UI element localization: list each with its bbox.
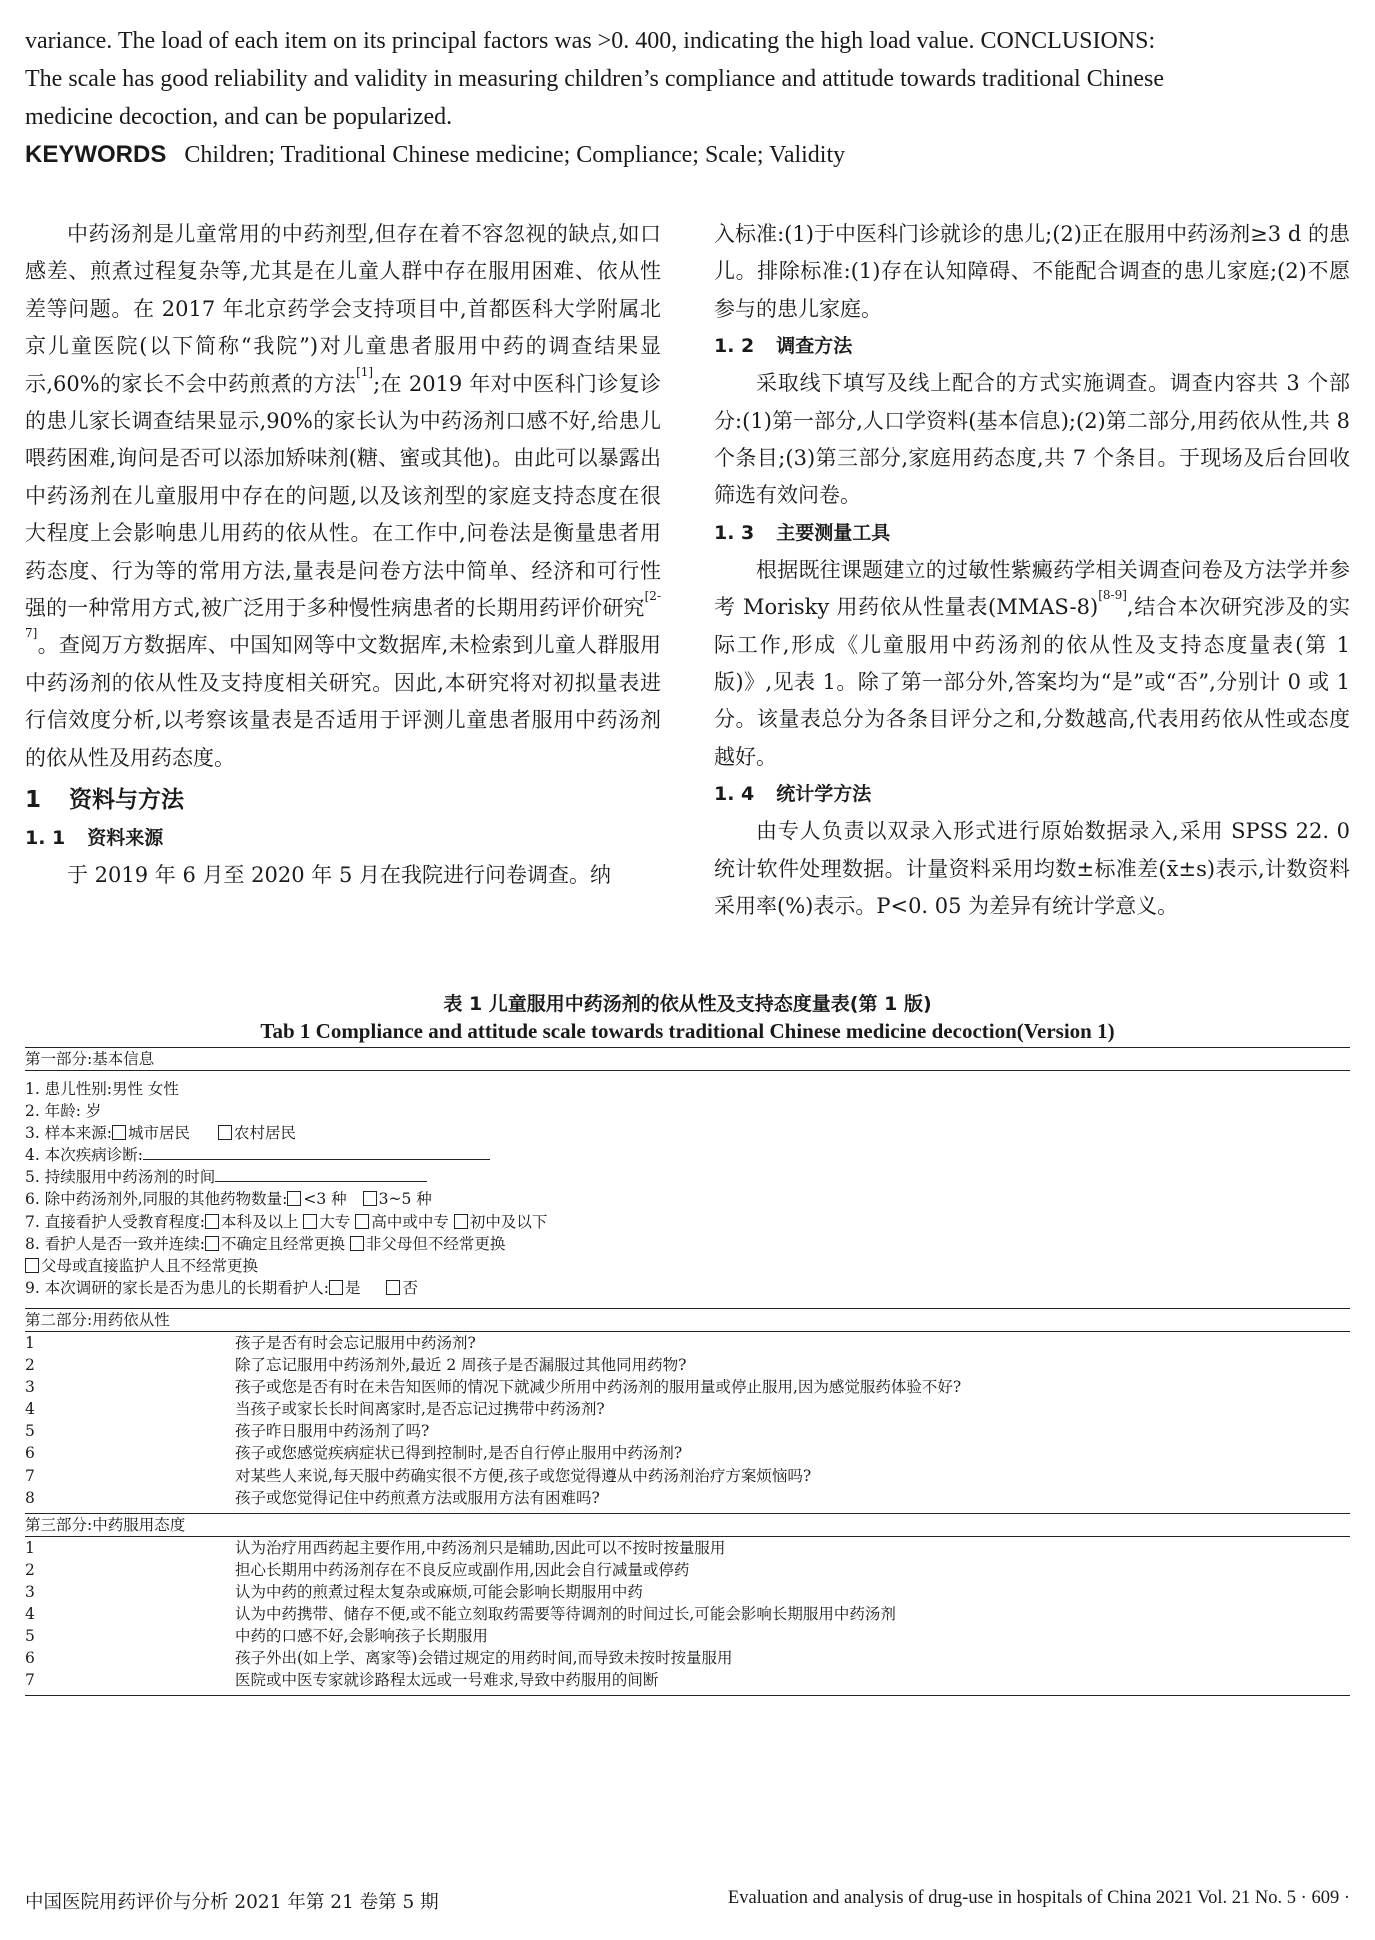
option-text: 3~5 种 — [378, 1190, 432, 1209]
intro-text-c: 。查阅万方数据库、中国知网等中文数据库,未检索到儿童人群服用中药汤剂的依从性及支持度相关研究。因此,本研究将对初拟量表进行信效度分析,以考察该量表是否适用于评测儿童患者服用中药汤剂的依从性及用药态度。 — [25, 633, 661, 770]
table-row — [25, 1398, 1350, 1420]
subsection-title: 资料来源 — [87, 827, 164, 850]
abstract-line-1: variance. The load of each item on its principal factors was >0. 400, indicating the high load value. CONCLUSIONS: — [25, 28, 1156, 54]
citation-1: [1] — [356, 364, 374, 379]
item-question: 除了忘记服用中药汤剂外,最近 2 周孩子是否漏服过其他同用药物? — [235, 1356, 687, 1375]
table-row: 2. 年龄: 岁 — [25, 1102, 102, 1121]
item-number: 1 — [25, 1538, 35, 1557]
paragraph-1-3 — [714, 552, 1350, 776]
option-text: 本科及以上 — [220, 1212, 299, 1231]
item-question: 担心长期用中药汤剂存在不良反应或副作用,因此会自行减量或停药 — [235, 1560, 690, 1579]
item-question: 医院或中医专家就诊路程太远或一号难求,导致中药服用的间断 — [235, 1671, 659, 1690]
section-title: 资料与方法 — [69, 787, 185, 814]
item-question: 中药的口感不好,会影响孩子长期服用 — [235, 1627, 488, 1646]
citation-8-9: [8-9] — [1098, 588, 1127, 603]
keywords-text: Children; Traditional Chinese medicine; Compliance; Scale; Validity — [184, 142, 846, 168]
subsection-heading-1-4 — [714, 776, 1350, 813]
intro-text-a: 中药汤剂是儿童常用的中药剂型,但存在着不容忽视的缺点,如口感差、煎煮过程复杂等,尤其是在儿童人群中存在服用困难、依从性差等问题。在 2017 年北京药学会支持项目中,首都医科大学附属北京儿童医院(以下简称“我院”)对儿童患者服用中药的调查结果显示,60%的家长不会中药煎煮的方法 — [25, 222, 661, 396]
subsection-number: 1. 1 — [25, 827, 66, 850]
row-label: 7. 直接看护人受教育程度: — [25, 1212, 205, 1231]
item-number: 7 — [25, 1671, 35, 1690]
table-row — [25, 1669, 1350, 1691]
row-label: 4. 本次疾病诊断: — [25, 1146, 143, 1165]
table-row — [25, 1487, 1350, 1509]
item-number: 6 — [25, 1649, 35, 1668]
option-text: 高中或中专 — [371, 1212, 449, 1231]
checkbox-icon — [355, 1214, 369, 1229]
subsection-heading-1-1 — [25, 820, 661, 857]
table-row — [25, 1537, 1350, 1559]
table-row — [25, 1420, 1350, 1442]
table-title-en: Tab 1 Compliance and attitude scale towards traditional Chinese medicine decoction(Version 1) — [260, 1019, 1115, 1043]
table-row — [25, 1376, 1350, 1398]
option-text: 父母或直接监护人且不经常更换 — [41, 1256, 259, 1275]
table-row — [25, 1188, 1350, 1210]
table-row — [25, 1255, 1350, 1277]
checkbox-icon — [329, 1280, 343, 1295]
row-label: 9. 本次调研的家长是否为患儿的长期看护人: — [25, 1278, 329, 1297]
item-question: 孩子或您是否有时在未告知医师的情况下就减少所用中药汤剂的服用量或停止服用,因为感觉服药体验不好? — [235, 1378, 962, 1397]
table-row — [25, 1233, 1350, 1255]
checkbox-icon — [205, 1236, 219, 1251]
paragraph-1-2: 采取线下填写及线上配合的方式实施调查。调查内容共 3 个部分:(1)第一部分,人口学资料(基本信息);(2)第二部分,用药依从性,共 8 个条目;(3)第三部分,家庭用药态度,共 7 个条目。于现场及后台回收筛选有效问卷。 — [714, 371, 1350, 508]
item-question: 认为中药的煎煮过程太复杂或麻烦,可能会影响长期服用中药 — [235, 1582, 643, 1601]
item-question: 孩子是否有时会忘记服用中药汤剂? — [235, 1333, 476, 1352]
item-number: 6 — [25, 1444, 35, 1463]
row-label: 3. 样本来源: — [25, 1124, 112, 1143]
table-section-header-2: 第二部分:用药依从性 — [25, 1308, 1350, 1332]
item-number: 3 — [25, 1378, 35, 1397]
table-row — [25, 1277, 1350, 1299]
option-text: 大专 — [319, 1212, 351, 1231]
intro-paragraph — [25, 216, 661, 777]
blank-line — [215, 1167, 427, 1182]
subsection-number: 1. 2 — [714, 335, 755, 358]
table-section-header-3: 第三部分:中药服用态度 — [25, 1513, 1350, 1537]
table-row — [25, 1559, 1350, 1581]
option-text: 不确定且经常更换 — [220, 1234, 345, 1253]
item-number: 5 — [25, 1422, 35, 1441]
item-number: 4 — [25, 1400, 35, 1419]
option-text: 是 — [344, 1278, 361, 1297]
left-column — [25, 216, 661, 895]
journal-footer-en: Evaluation and analysis of drug-use in hospitals of China 2021 Vol. 21 No. 5 · 609 · — [727, 1888, 1350, 1908]
item-question: 孩子或您感觉疾病症状已得到控制时,是否自行停止服用中药汤剂? — [235, 1444, 683, 1463]
item-number: 3 — [25, 1582, 35, 1601]
table-section-header-1: 第一部分:基本信息 — [25, 1047, 1350, 1071]
subsection-heading-1-2 — [714, 328, 1350, 365]
paragraph-1-4: 由专人负责以双录入形式进行原始数据录入,采用 SPSS 22. 0 统计软件处理数据。计量资料采用均数±标准差(x̄±s)表示,计数资料采用率(%)表示。P<0. 05 为差异有统计学意义。 — [714, 819, 1350, 919]
paragraph-1-1: 于 2019 年 6 月至 2020 年 5 月在我院进行问卷调查。纳 — [67, 863, 612, 888]
checkbox-icon — [350, 1236, 364, 1251]
table-row: 1. 患儿性别:男性 女性 — [25, 1080, 179, 1098]
item-question: 孩子昨日服用中药汤剂了吗? — [235, 1422, 430, 1441]
item-number: 2 — [25, 1560, 35, 1579]
table-row — [25, 1647, 1350, 1669]
table-row — [25, 1625, 1350, 1647]
item-question: 认为中药携带、储存不便,或不能立刻取药需要等待调剂的时间过长,可能会影响长期服用中药汤剂 — [235, 1604, 896, 1623]
table-title-cn: 表 1 儿童服用中药汤剂的依从性及支持态度量表(第 1 版) — [443, 993, 932, 1015]
checkbox-icon — [112, 1125, 126, 1140]
table-row — [25, 1144, 1350, 1166]
row-label: 5. 持续服用中药汤剂的时间 — [25, 1168, 216, 1187]
item-number: 7 — [25, 1466, 35, 1485]
table-row — [25, 1581, 1350, 1603]
option-text: 初中及以下 — [469, 1212, 548, 1231]
subsection-title: 统计学方法 — [776, 783, 872, 806]
table-row — [25, 1166, 1350, 1188]
checkbox-icon — [218, 1125, 232, 1140]
table-row — [25, 1122, 1350, 1144]
item-question: 对某些人来说,每天服中药确实很不方便,孩子或您觉得遵从中药汤剂治疗方案烦恼吗? — [235, 1466, 812, 1485]
option-text: <3 种 — [303, 1190, 347, 1209]
table-row — [25, 1354, 1350, 1376]
journal-footer-cn: 中国医院用药评价与分析 2021 年第 21 卷第 5 期 — [25, 1892, 439, 1913]
item-number: 4 — [25, 1604, 35, 1623]
checkbox-icon — [303, 1214, 317, 1229]
row-label: 6. 除中药汤剂外,同服的其他药物数量: — [25, 1190, 288, 1209]
checkbox-icon — [363, 1191, 377, 1206]
table-bottom-rule — [25, 1695, 1350, 1696]
item-question: 孩子或您觉得记住中药煎煮方法或服用方法有困难吗? — [235, 1488, 600, 1507]
table-row — [25, 1332, 1350, 1354]
citation-2-7: [2-7] — [25, 589, 661, 641]
item-question: 当孩子或家长长时间离家时,是否忘记过携带中药汤剂? — [235, 1400, 605, 1419]
checkbox-icon — [25, 1258, 39, 1273]
option-text: 非父母但不经常更换 — [365, 1234, 506, 1253]
section-heading-1 — [25, 780, 661, 820]
option-text: 城市居民 — [127, 1124, 190, 1143]
part2-rows — [25, 1332, 1350, 1509]
keywords-label: KEYWORDS — [25, 141, 167, 168]
checkbox-icon — [386, 1280, 400, 1295]
abstract-line-2: The scale has good reliability and validity in measuring children’s compliance and attitude towards traditional Chinese — [25, 66, 1165, 92]
option-text: 农村居民 — [233, 1124, 296, 1143]
item-number: 5 — [25, 1627, 35, 1646]
blank-line — [143, 1145, 490, 1160]
table-row — [25, 1442, 1350, 1464]
keywords-line — [25, 136, 1355, 174]
subsection-title: 调查方法 — [776, 335, 853, 358]
option-text: 否 — [402, 1278, 418, 1297]
checkbox-icon — [287, 1191, 301, 1206]
section-number: 1 — [25, 787, 42, 814]
scale-table — [25, 1047, 1350, 1696]
subsection-heading-1-3 — [714, 515, 1350, 552]
p13-text-a: 根据既往课题建立的过敏性紫癜药学相关调查问卷及方法学并参考 Morisky 用药依从性量表(MMAS-8) — [714, 557, 1350, 620]
paragraph-1-1-cont: 入标准:(1)于中医科门诊就诊的患儿;(2)正在服用中药汤剂≥3 d 的患儿。排除标准:(1)存在认知障碍、不能配合调查的患儿家庭;(2)不愿参与的患儿家庭。 — [714, 222, 1350, 321]
row-label: 8. 看护人是否一致并连续: — [25, 1234, 205, 1253]
subsection-number: 1. 4 — [714, 783, 755, 806]
table-row — [25, 1465, 1350, 1487]
abstract-line-3: medicine decoction, and can be popularized. — [25, 104, 453, 130]
right-column — [714, 216, 1350, 926]
item-question: 认为治疗用西药起主要作用,中药汤剂只是辅助,因此可以不按时按量服用 — [235, 1538, 726, 1557]
table-row — [25, 1603, 1350, 1625]
p13-text-b: ,结合本次研究涉及的实际工作,形成《儿童服用中药汤剂的依从性及支持态度量表(第 1 版)》,见表 1。除了第一部分外,答案均为“是”或“否”,分别计 0 或 1 分。该量表总分为各条目评分之和,分数越高,代表用药依从性或态度越好。 — [714, 595, 1350, 769]
item-question: 孩子外出(如上学、离家等)会错过规定的用药时间,而导致未按时按量服用 — [235, 1649, 733, 1668]
table-row — [25, 1211, 1350, 1233]
subsection-number: 1. 3 — [714, 521, 755, 544]
item-number: 8 — [25, 1488, 35, 1507]
part3-rows — [25, 1537, 1350, 1692]
item-number: 2 — [25, 1356, 35, 1375]
checkbox-icon — [205, 1214, 219, 1229]
item-number: 1 — [25, 1333, 35, 1352]
subsection-title: 主要测量工具 — [776, 521, 891, 544]
intro-text-b: ;在 2019 年对中医科门诊复诊的患儿家长调查结果显示,90%的家长认为中药汤剂口感不好,给患儿喂药困难,询问是否可以添加矫味剂(糖、蜜或其他)。由此可以暴露出中药汤剂在儿童服用中存在的问题,以及该剂型的家庭支持态度在很大程度上会影响患儿用药的依从性。在工作中,问卷法是衡量患者用药态度、行为等的常用方法,量表是问卷方法中简单、经济和可行性强的一种常用方式,被广泛用于多种慢性病患者的长期用药评价研究 — [25, 371, 661, 621]
checkbox-icon — [454, 1214, 468, 1229]
